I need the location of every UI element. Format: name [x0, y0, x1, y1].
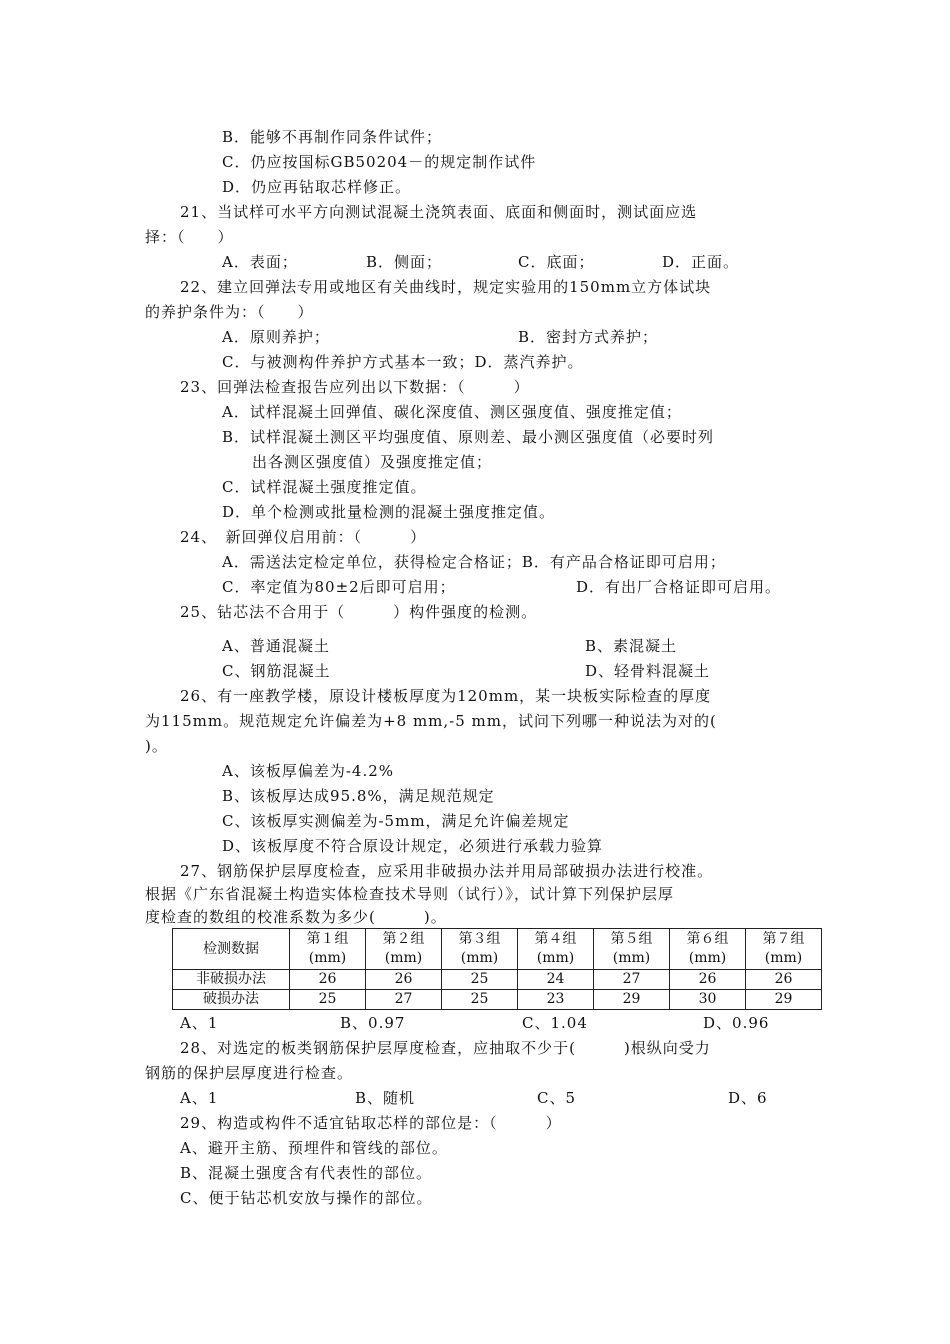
q24-stem: 24、 新回弹仪启用前：（ ） — [180, 528, 427, 546]
q27-option-b: B、0.97 — [340, 1014, 406, 1032]
q28-stem-line1: 28、对选定的板类钢筋保护层厚度检查，应抽取不少于( )根纵向受力 — [180, 1039, 711, 1057]
table-cell: 23 — [518, 990, 594, 1010]
q20-option-b: B．能够不再制作同条件试件； — [222, 128, 443, 146]
table-cell: 24 — [518, 970, 594, 990]
table-header-cell: 第７组 (mm) — [746, 929, 822, 970]
table-row — [173, 970, 822, 990]
q21-stem-line2: 择：（ ） — [145, 228, 234, 246]
table-cell: 25 — [290, 990, 366, 1010]
table-cell: 29 — [746, 990, 822, 1010]
q20-option-c: C．仍应按国标GB50204－的规定制作试件 — [222, 153, 537, 171]
q23-option-b-line2: 出各测区强度值）及强度推定值； — [252, 453, 493, 471]
q26-option-a: A、该板厚偏差为-4.2% — [222, 762, 395, 780]
q20-option-d: D．仍应再钻取芯样修正。 — [222, 178, 412, 196]
q28-stem-line2: 钢筋的保护层厚度进行检查。 — [145, 1064, 354, 1082]
q21-stem-line1: 21、当试样可水平方向测试混凝土浇筑表面、底面和侧面时，测试面应选 — [180, 203, 698, 221]
q21-option-b: B．侧面； — [366, 253, 443, 271]
q23-option-d: D．单个检测或批量检测的混凝土强度推定值。 — [222, 503, 556, 521]
q27-stem-line2: 根据《广东省混凝土构造实体检查技术导则（试行）》，试计算下列保护层厚 — [145, 885, 675, 903]
q23-option-b-line1: B．试样混凝土测区平均强度值、原则差、最小测区强度值（必要时列 — [222, 428, 715, 446]
q26-stem-line3: )。 — [145, 737, 168, 755]
table-header-cell: 第４组 (mm) — [518, 929, 594, 970]
q26-stem-line1: 26、有一座教学楼，原设计楼板厚度为120mm，某一块板实际检查的厚度 — [180, 687, 712, 705]
table-cell: 25 — [442, 970, 518, 990]
q25-option-b: B、素混凝土 — [585, 637, 678, 655]
q25-stem: 25、钻芯法不合用于（ ）构件强度的检测。 — [180, 603, 538, 621]
q23-option-c: C．试样混凝土强度推定值。 — [222, 478, 427, 496]
q27-stem-line1: 27、钢筋保护层厚度检查，应采用非破损办法并用局部破损办法进行校准。 — [180, 862, 714, 880]
q28-option-d: D、6 — [728, 1089, 768, 1107]
q21-option-c: C．底面； — [518, 253, 595, 271]
q29-stem: 29、构造或构件不适宜钻取芯样的部位是：（ ） — [180, 1114, 562, 1132]
q28-option-b: B、随机 — [355, 1089, 416, 1107]
table-corner-cell: 检测数据 — [173, 929, 290, 970]
table-cell: 26 — [670, 970, 746, 990]
q24-option-d: D．有出厂合格证即可启用。 — [576, 578, 782, 596]
q27-option-c: C、1.04 — [522, 1014, 588, 1032]
q22-option-b: B．密封方式养护； — [518, 328, 659, 346]
q22-stem-line1: 22、建立回弹法专用或地区有关曲线时，规定实验用的150mm立方体试块 — [180, 278, 712, 296]
q25-option-c: C、钢筋混凝土 — [222, 662, 331, 680]
q26-option-b: B、该板厚达成95.8%，满足规范规定 — [222, 787, 495, 805]
table-header-cell: 第２组 (mm) — [366, 929, 442, 970]
table-cell: 27 — [366, 990, 442, 1010]
q26-stem-line2: 为115mm。规范规定允许偏差为+8 mm,-5 mm，试问下列哪一种说法为对的( — [145, 712, 717, 730]
table-header-cell: 第５组 (mm) — [594, 929, 670, 970]
table-row-label: 非破损办法 — [173, 970, 290, 990]
q27-data-table — [172, 928, 822, 1010]
q29-option-b: B、混凝土强度含有代表性的部位。 — [180, 1164, 433, 1182]
table-header-row — [173, 929, 822, 970]
table-cell: 30 — [670, 990, 746, 1010]
table-cell: 27 — [594, 970, 670, 990]
table-cell: 26 — [290, 970, 366, 990]
q24-option-c: C．率定值为80±2后即可启用； — [222, 578, 456, 596]
q25-option-a: A、普通混凝土 — [222, 637, 330, 655]
q28-option-a: A、1 — [180, 1089, 219, 1107]
table-header-cell: 第１组 (mm) — [290, 929, 366, 970]
table-cell: 26 — [746, 970, 822, 990]
q21-option-d: D．正面。 — [662, 253, 740, 271]
table-row-label: 破损办法 — [173, 990, 290, 1010]
q25-option-d: D、轻骨料混凝土 — [585, 662, 711, 680]
table-cell: 26 — [366, 970, 442, 990]
q22-stem-line2: 的养护条件为：（ ） — [145, 303, 314, 321]
q27-stem-line3: 度检查的数组的校准系数为多少( )。 — [145, 908, 447, 926]
table-cell: 25 — [442, 990, 518, 1010]
q22-option-cd: C．与被测构件养护方式基本一致；D．蒸汽养护。 — [222, 353, 584, 371]
q29-option-c: C、便于钻芯机安放与操作的部位。 — [180, 1189, 433, 1207]
q26-option-d: D、该板厚度不符合原设计规定，必须进行承载力验算 — [222, 837, 604, 855]
q22-option-a: A．原则养护； — [222, 328, 330, 346]
q28-option-c: C、5 — [537, 1089, 577, 1107]
q23-option-a: A．试样混凝土回弹值、碳化深度值、测区强度值、强度推定值； — [222, 403, 682, 421]
q24-option-ab: A．需送法定检定单位，获得检定合格证；B．有产品合格证即可启用； — [222, 553, 726, 571]
q27-option-d: D、0.96 — [703, 1014, 770, 1032]
q27-option-a: A、1 — [180, 1014, 219, 1032]
q26-option-c: C、该板厚实测偏差为-5mm，满足允许偏差规定 — [222, 812, 570, 830]
table-header-cell: 第６组 (mm) — [670, 929, 746, 970]
q29-option-a: A、避开主筋、预埋件和管线的部位。 — [180, 1139, 448, 1157]
q21-option-a: A．表面； — [222, 253, 298, 271]
q23-stem: 23、回弹法检查报告应列出以下数据：（ ） — [180, 378, 530, 396]
table-header-cell: 第３组 (mm) — [442, 929, 518, 970]
table-cell: 29 — [594, 990, 670, 1010]
table-row — [173, 990, 822, 1010]
